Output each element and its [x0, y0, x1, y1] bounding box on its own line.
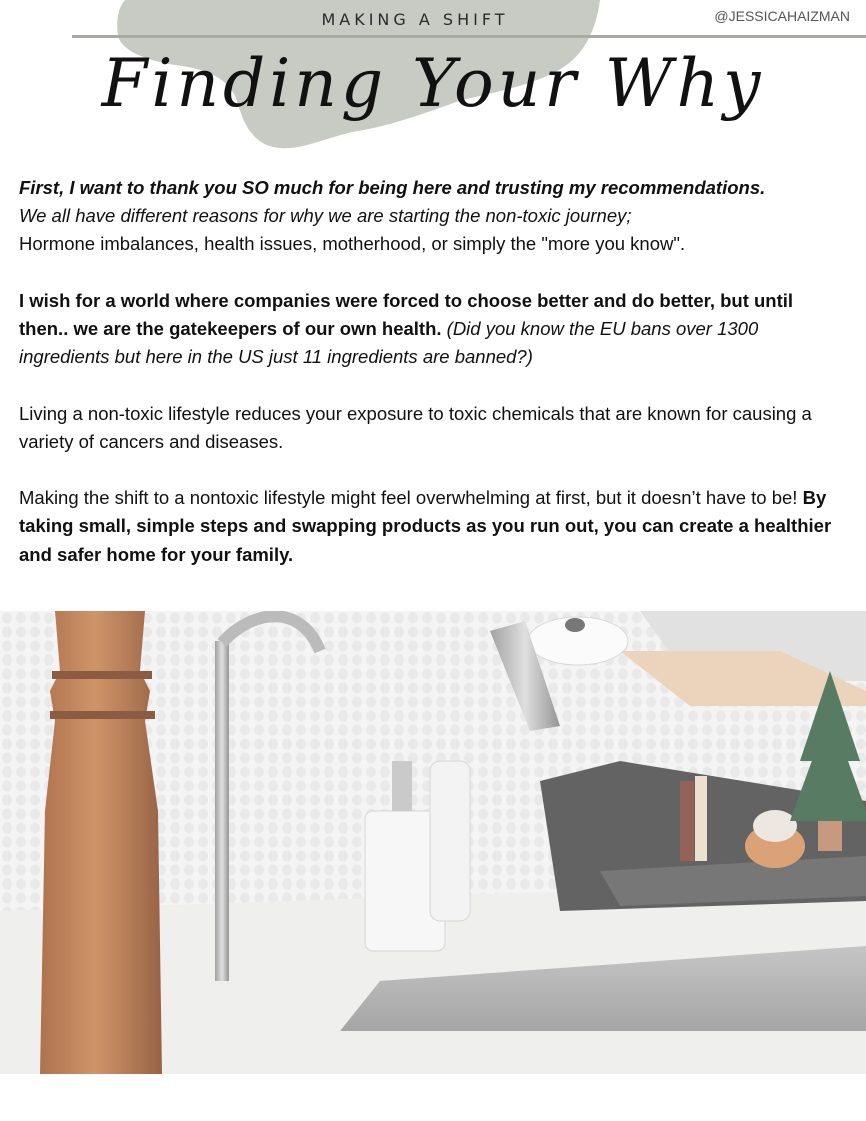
page-title: Finding Your Why — [101, 45, 765, 122]
body-text — [19, 174, 845, 597]
shift-intro: Making the shift to a nontoxic lifestyle might feel overwhelming at first, but it doesn’t have to be! — [19, 487, 798, 509]
benefits-paragraph: Living a non-toxic lifestyle reduces your exposure to toxic chemicals that are known for causing a variety of cancers and diseases. — [19, 402, 812, 452]
reasons-sentence: We all have different reasons for why we are starting the non-toxic journey; — [19, 205, 632, 227]
thank-you-sentence: First, I want to thank you SO much for being here and trusting my recommendations. — [19, 177, 766, 198]
eu-bans-note: (Did you know the EU bans over 1300 ingredients but here in the US just 11 ingredients are banned?) — [19, 318, 759, 368]
small-steps-statement: By taking small, simple steps and swapping products as you run out, you can create a healthier and safer home for your family. — [19, 487, 832, 565]
kitchen-sink-photo — [0, 611, 866, 1074]
intro-paragraph — [19, 174, 845, 259]
header-divider — [72, 35, 866, 38]
author-handle: @JESSICAHAIZMAN — [714, 8, 850, 24]
section-kicker: MAKING A SHIFT — [321, 10, 509, 29]
gatekeepers-paragraph — [19, 287, 845, 372]
kitchen-illustration — [0, 611, 866, 1074]
shift-paragraph — [19, 484, 845, 569]
reasons-list-sentence: Hormone imbalances, health issues, motherhood, or simply the "more you know". — [19, 233, 686, 255]
gatekeepers-statement: I wish for a world where companies were forced to choose better and do better, but until then.. we are the gatekeepers of our own health. — [19, 289, 794, 339]
